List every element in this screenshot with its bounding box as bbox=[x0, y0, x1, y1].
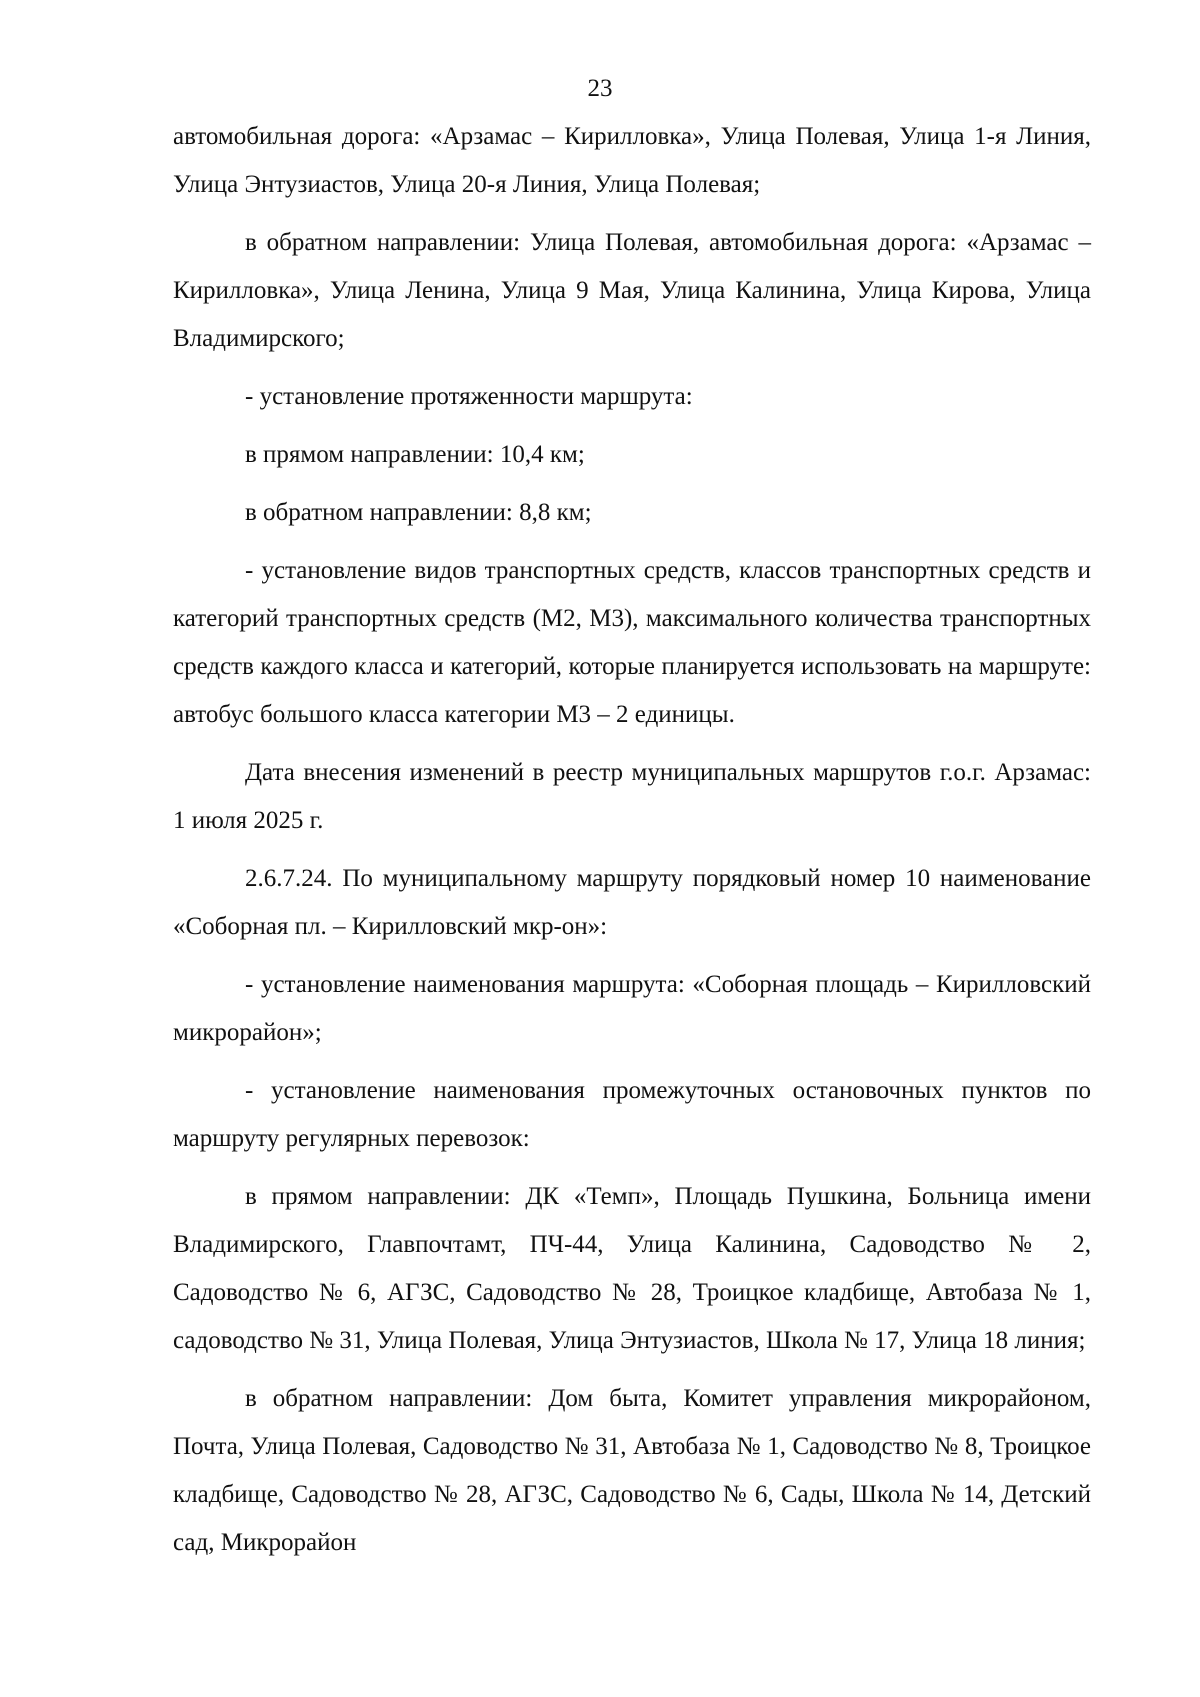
page-number: 23 bbox=[587, 75, 613, 102]
paragraph: - установление наименования маршрута: «Соборная площадь – Кирилловский микрорайон»; bbox=[173, 971, 1091, 1046]
paragraph: в обратном направлении: Улица Полевая, автомобильная дорога: «Арзамас – Кирилловка», Улица Ленина, Улица 9 Мая, Улица Калинина, Улица Кирова, Улица Владимирского; bbox=[173, 229, 1091, 352]
paragraph: в прямом направлении: ДК «Темп», Площадь Пушкина, Больница имени Владимирского, Главпочтамт, ПЧ-44, Улица Калинина, Садоводство № 2, Садоводство № 6, АГЗС, Садоводство № 28, Троицкое кладбище, Автобаза № 1, садоводство № 31, Улица Полевая, Улица Энтузиастов, Школа № 17, Улица 18 линия; bbox=[173, 1183, 1091, 1354]
paragraph: Дата внесения изменений в реестр муниципальных маршрутов г.о.г. Арзамас: 1 июля 2025 г. bbox=[173, 759, 1091, 834]
paragraph: 2.6.7.24. По муниципальному маршруту порядковый номер 10 наименование «Соборная пл. – Кирилловский мкр-он»: bbox=[173, 865, 1091, 940]
paragraph: в обратном направлении: 8,8 км; bbox=[245, 499, 592, 526]
document-body bbox=[173, 113, 1091, 1577]
paragraph: автомобильная дорога: «Арзамас – Кирилловка», Улица Полевая, Улица 1-я Линия, Улица Энтузиастов, Улица 20-я Линия, Улица Полевая; bbox=[173, 123, 1091, 198]
paragraph: в обратном направлении: Дом быта, Комитет управления микрорайоном, Почта, Улица Полевая, Садоводство № 31, Автобаза № 1, Садоводство № 8, Троицкое кладбище, Садоводство № 28, АГЗС, Садоводство № 6, Сады, Школа № 14, Детский сад, Микрорайон bbox=[173, 1385, 1091, 1556]
paragraph: в прямом направлении: 10,4 км; bbox=[245, 441, 585, 468]
paragraph: - установление протяженности маршрута: bbox=[245, 383, 693, 410]
paragraph: - установление наименования промежуточных остановочных пунктов по маршруту регулярных перевозок: bbox=[173, 1077, 1091, 1152]
paragraph: - установление видов транспортных средств, классов транспортных средств и категорий транспортных средств (М2, М3), максимального количества транспортных средств каждого класса и категорий, которые планируется использовать на маршруте: автобус большого класса категории М3 – 2 единицы. bbox=[173, 557, 1091, 728]
